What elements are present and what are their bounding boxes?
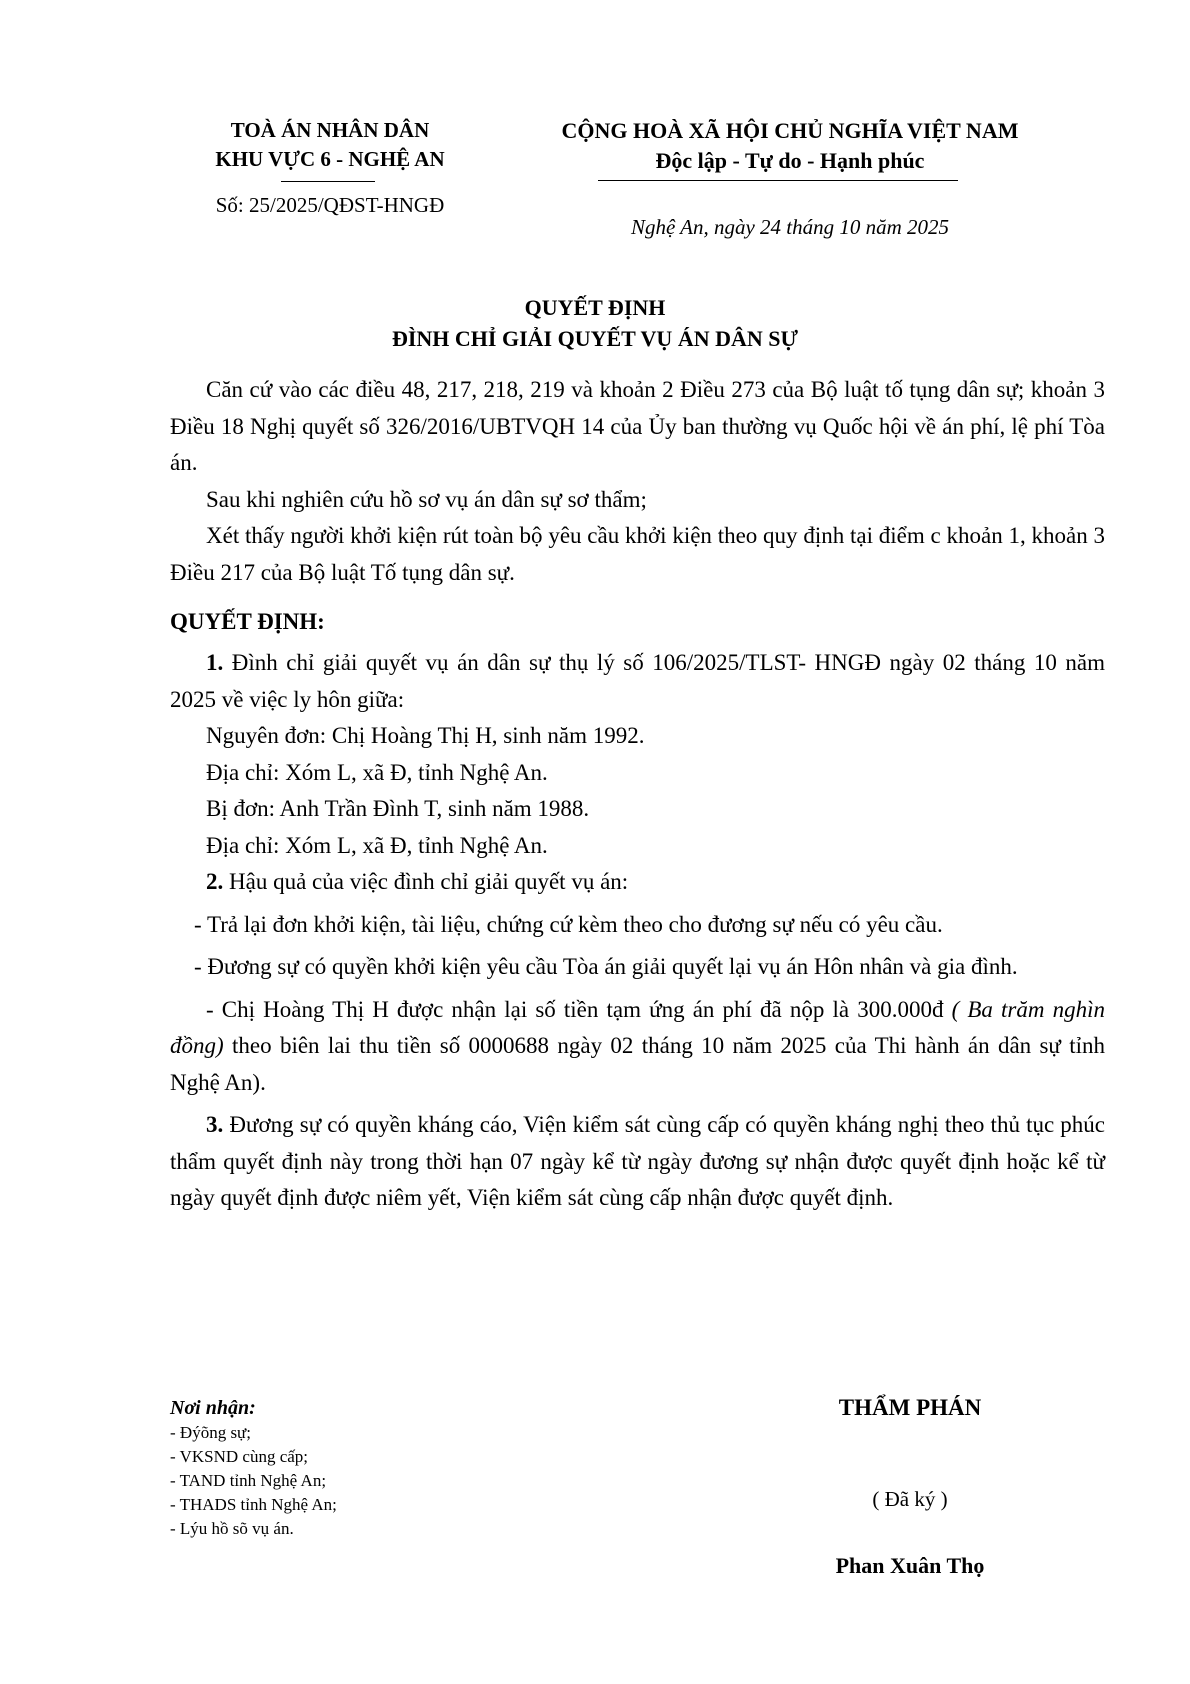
- recipient-item: - VKSND cùng cấp;: [170, 1447, 309, 1466]
- recipient-item: - Đýõng sự;: [170, 1423, 251, 1442]
- item-3-text: Đương sự có quyền kháng cáo, Viện kiểm sát cùng cấp có quyền kháng nghị theo thủ tục phúc thẩm quyết định này trong thời hạn 07 ngày kể từ ngày đương sự nhận được quyết định hoặc kể từ ngày quyết định được niêm yết, Viện kiểm sát cùng cấp nhận được quyết định.: [170, 1112, 1106, 1210]
- consequence-3: [170, 992, 1105, 1102]
- item-1-number: 1.: [206, 650, 224, 675]
- place-date: Nghệ An, ngày 24 tháng 10 năm 2025: [630, 215, 950, 239]
- title-line2: ĐÌNH CHỈ GIẢI QUYẾT VỤ ÁN DÂN SỰ: [391, 326, 799, 351]
- court-name-line2: KHU VỰC 6 - NGHỆ AN: [215, 147, 445, 171]
- motto-underline: [598, 180, 958, 181]
- signer-title: THẨM PHÁN: [838, 1395, 982, 1420]
- court-name-line1: TOÀ ÁN NHÂN DÂN: [230, 118, 430, 142]
- item-2-text: Hậu quả của việc đình chỉ giải quyết vụ án:: [229, 869, 629, 894]
- document-title: [0, 292, 1190, 354]
- item-1-text: Đình chỉ giải quyết vụ án dân sự thụ lý số 106/2025/TLST- HNGĐ ngày 02 tháng 10 năm 2025 về việc ly hôn giữa:: [170, 650, 1105, 712]
- signer-name: Phan Xuân Thọ: [835, 1553, 985, 1578]
- body-intro: [170, 372, 1105, 591]
- decision-items: [170, 645, 1105, 1217]
- national-motto: [520, 116, 1060, 176]
- recipient-item: - THADS tỉnh Nghệ An;: [170, 1495, 337, 1514]
- item-3: [170, 1107, 1105, 1217]
- defendant-address: Địa chỉ: Xóm L, xã Đ, tỉnh Nghệ An.: [206, 832, 548, 858]
- considering-paragraph: Xét thấy người khởi kiện rút toàn bộ yêu cầu khởi kiện theo quy định tại điểm c khoản 1, khoản 3 Điều 217 của Bộ luật Tố tụng dân sự.: [170, 523, 1105, 585]
- title-line1: QUYẾT ĐỊNH: [524, 295, 666, 320]
- consequence-1: - Trả lại đơn khởi kiện, tài liệu, chứng cứ kèm theo cho đương sự nếu có yêu cầu.: [194, 911, 943, 937]
- consequence-2: - Đương sự có quyền khởi kiện yêu cầu Tòa án giải quyết lại vụ án Hôn nhân và gia đình.: [194, 954, 1018, 979]
- recipient-item: - TAND tỉnh Nghệ An;: [170, 1471, 327, 1490]
- plaintiff: Nguyên đơn: Chị Hoàng Thị H, sinh năm 1992.: [206, 723, 645, 748]
- plaintiff-address: Địa chỉ: Xóm L, xã Đ, tỉnh Nghệ An.: [206, 759, 548, 785]
- court-underline: [281, 181, 375, 182]
- republic-name: CỘNG HOÀ XÃ HỘI CHỦ NGHĨA VIỆT NAM: [561, 118, 1019, 143]
- decision-heading: QUYẾT ĐỊNH:: [170, 609, 325, 634]
- motto: Độc lập - Tự do - Hạnh phúc: [655, 148, 925, 173]
- item-2-number: 2.: [206, 869, 224, 894]
- after-study-paragraph: Sau khi nghiên cứu hồ sơ vụ án dân sự sơ thẩm;: [206, 486, 647, 512]
- signed-mark: ( Đã ký ): [872, 1487, 948, 1511]
- item-1: [170, 645, 1105, 718]
- decision-number: Số: 25/2025/QĐST-HNGĐ: [215, 193, 445, 217]
- consequence-3-text-a: - Chị Hoàng Thị H được nhận lại số tiền tạm ứng án phí đã nộp là 300.000đ: [206, 996, 944, 1022]
- recipients-heading: Nơi nhận:: [170, 1397, 256, 1419]
- basis-paragraph: Căn cứ vào các điều 48, 217, 218, 219 và khoản 2 Điều 273 của Bộ luật tố tụng dân sự; khoản 3 Điều 18 Nghị quyết số 326/2016/UBTVQH 14 của Ủy ban thường vụ Quốc hội về án phí, lệ phí Tòa án.: [170, 377, 1105, 475]
- court-name: [160, 116, 500, 174]
- consequence-3-amount-words: ( Ba trăm nghìn đồng): [170, 996, 1105, 1058]
- item-3-number: 3.: [206, 1112, 224, 1137]
- recipient-item: - Lýu hồ sõ vụ án.: [170, 1519, 294, 1538]
- consequence-3-text-c: theo biên lai thu tiền số 0000688 ngày 02 tháng 10 năm 2025 của Thi hành án dân sự tỉnh Nghệ An).: [170, 1033, 1106, 1095]
- recipients: [170, 1395, 550, 1541]
- item-2: [170, 864, 1105, 901]
- defendant: Bị đơn: Anh Trần Đình T, sinh năm 1988.: [206, 796, 590, 821]
